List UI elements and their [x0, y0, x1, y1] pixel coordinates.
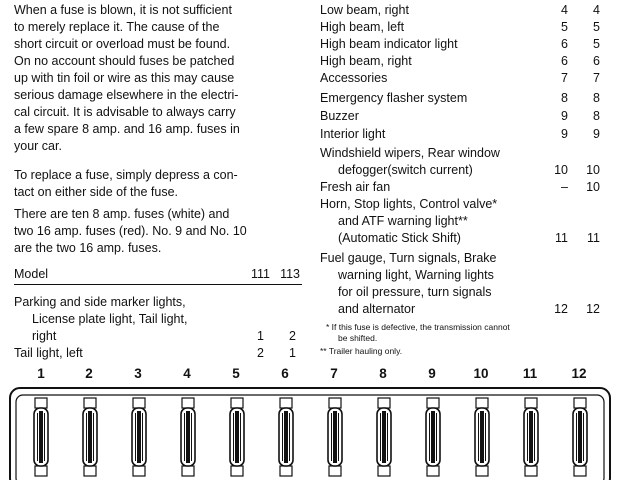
fuse-bottom-contact: [329, 466, 341, 476]
fuse: [573, 398, 587, 476]
table-row-label: High beam, left: [320, 20, 405, 34]
fuse-bottom-contact: [574, 466, 586, 476]
text-line: tact on either side of the fuse.: [14, 185, 178, 199]
fuse: [83, 398, 97, 476]
fuse: [328, 398, 342, 476]
text-line: There are ten 8 amp. fuses (white) and: [14, 207, 230, 221]
fuse: [132, 398, 146, 476]
footnote: * If this fuse is defective, the transmission cannot: [326, 322, 510, 332]
fuse-top-contact: [378, 398, 390, 408]
text-line: short circuit or overload must be found.: [14, 37, 231, 51]
fuse-top-contact: [427, 398, 439, 408]
fuse-value-111: 4: [561, 3, 568, 17]
fuse-top-contact: [231, 398, 243, 408]
fuse: [475, 398, 489, 476]
fuse-number-label: 4: [183, 366, 191, 381]
fuse-value-111: 7: [561, 71, 568, 85]
fuse-value-111: 5: [561, 20, 568, 34]
fuse-value-113: 6: [593, 54, 600, 68]
text-line: serious damage elsewhere in the electri-: [14, 88, 239, 102]
text-line: cal circuit. It is advisable to always carry: [14, 105, 236, 119]
fuse-top-contact: [476, 398, 488, 408]
fuse-bottom-contact: [84, 466, 96, 476]
table-row-label: Windshield wipers, Rear window: [320, 146, 500, 160]
fuse: [279, 398, 293, 476]
fuse-value-113: 11: [587, 231, 600, 245]
fuse-bottom-contact: [427, 466, 439, 476]
fuse-bottom-contact: [280, 466, 292, 476]
fuse-value-113: 1: [289, 346, 296, 360]
fuse-value-113: 9: [593, 127, 600, 141]
fuse-value-111: 9: [561, 109, 568, 123]
text-line: To replace a fuse, simply depress a con-: [14, 168, 238, 182]
fuse-value-113: 10: [586, 180, 600, 194]
fuse: [230, 398, 244, 476]
text-line: are the two 16 amp. fuses.: [14, 241, 162, 255]
table-row-label: Accessories: [320, 71, 388, 85]
fuse-number-label: 3: [134, 366, 142, 381]
fuse-value-111: 10: [554, 163, 568, 177]
model-111-header: 111: [250, 267, 270, 281]
table-row-label: defogger(switch current): [338, 163, 473, 177]
fuse-bottom-contact: [182, 466, 194, 476]
text-line: your car.: [14, 139, 62, 153]
table-row-label: and alternator: [338, 302, 416, 316]
table-row-label: for oil pressure, turn signals: [338, 285, 492, 299]
table-row-label: Tail light, left: [14, 346, 83, 360]
fuse-value-111: 12: [554, 302, 568, 316]
fuse-number-label: 8: [379, 366, 387, 381]
fuse-value-111: 8: [561, 91, 568, 105]
fuse-value-111: 1: [257, 329, 264, 343]
table-row-label: Emergency flasher system: [320, 91, 468, 105]
fuse-bottom-contact: [133, 466, 145, 476]
fuse-top-contact: [574, 398, 586, 408]
model-113-header: 113: [280, 267, 300, 281]
footnote: be shifted.: [338, 333, 378, 343]
fuse-bottom-contact: [35, 466, 47, 476]
text-line: When a fuse is blown, it is not sufficient: [14, 3, 232, 17]
fuse-value-111: 11: [555, 231, 568, 245]
fuse-number-label: 7: [330, 366, 338, 381]
table-row-label: and ATF warning light**: [338, 214, 468, 228]
fuse-number-label: 11: [522, 366, 538, 381]
text-line: to merely replace it. The cause of the: [14, 20, 220, 34]
model-header-label: Model: [14, 267, 49, 281]
fuse-bottom-contact: [525, 466, 537, 476]
fuse-bottom-contact: [476, 466, 488, 476]
text-line: up with tin foil or wire as this may cause: [14, 71, 235, 85]
fuse-value-111: 9: [561, 127, 568, 141]
fuse-value-111: 2: [257, 346, 264, 360]
fuse-value-111: 6: [561, 54, 568, 68]
table-row-label: Horn, Stop lights, Control valve*: [320, 197, 498, 211]
fuse-top-contact: [84, 398, 96, 408]
table-row-label: High beam, right: [320, 54, 412, 68]
fuse-value-113: 2: [289, 329, 296, 343]
fuse-value-111: 6: [561, 37, 568, 51]
fuse-bottom-contact: [231, 466, 243, 476]
fuse-number-label: 6: [281, 366, 289, 381]
fuse: [524, 398, 538, 476]
fuse: [377, 398, 391, 476]
fuse-value-113: 7: [593, 71, 600, 85]
fuse-number-label: 5: [232, 366, 240, 381]
fuse-value-113: 4: [593, 3, 600, 17]
fuse-value-113: 10: [586, 163, 600, 177]
fuse-number-label: 2: [85, 366, 93, 381]
fuse-top-contact: [280, 398, 292, 408]
fuse-number-label: 1: [37, 366, 45, 381]
text-line: two 16 amp. fuses (red). No. 9 and No. 10: [14, 224, 247, 238]
fuse-bottom-contact: [378, 466, 390, 476]
table-row-label: License plate light, Tail light,: [32, 312, 188, 326]
table-row-label: Fresh air fan: [320, 180, 391, 194]
fuse-value-113: 12: [586, 302, 600, 316]
fuse-top-contact: [329, 398, 341, 408]
fuse-number-label: 12: [571, 366, 587, 381]
table-row-label: High beam indicator light: [320, 37, 458, 51]
fuse-top-contact: [133, 398, 145, 408]
fuse-top-contact: [525, 398, 537, 408]
fuse-number-label: 10: [473, 366, 489, 381]
table-row-label: Parking and side marker lights,: [14, 295, 186, 309]
fuse-value-111: –: [561, 180, 568, 194]
fuse-box-outer: [10, 388, 610, 480]
fuse-value-113: 5: [593, 37, 600, 51]
fuse-value-113: 8: [593, 109, 600, 123]
fuse-top-contact: [35, 398, 47, 408]
text-line: On no account should fuses be patched: [14, 54, 235, 68]
table-row-label: Interior light: [320, 127, 386, 141]
fuse: [426, 398, 440, 476]
fuse-value-113: 8: [593, 91, 600, 105]
table-row-label: Fuel gauge, Turn signals, Brake: [320, 251, 497, 265]
table-row-label: Buzzer: [320, 109, 359, 123]
table-row-label: (Automatic Stick Shift): [338, 231, 461, 245]
table-row-label: Low beam, right: [320, 3, 409, 17]
fuse-value-113: 5: [593, 20, 600, 34]
fuse-number-label: 9: [428, 366, 436, 381]
table-row-label: warning light, Warning lights: [338, 268, 494, 282]
text-line: a few spare 8 amp. and 16 amp. fuses in: [14, 122, 240, 136]
fuse-top-contact: [182, 398, 194, 408]
fuse: [34, 398, 48, 476]
footnote: ** Trailer hauling only.: [320, 346, 403, 356]
fuse: [181, 398, 195, 476]
table-row-label: right: [32, 329, 57, 343]
